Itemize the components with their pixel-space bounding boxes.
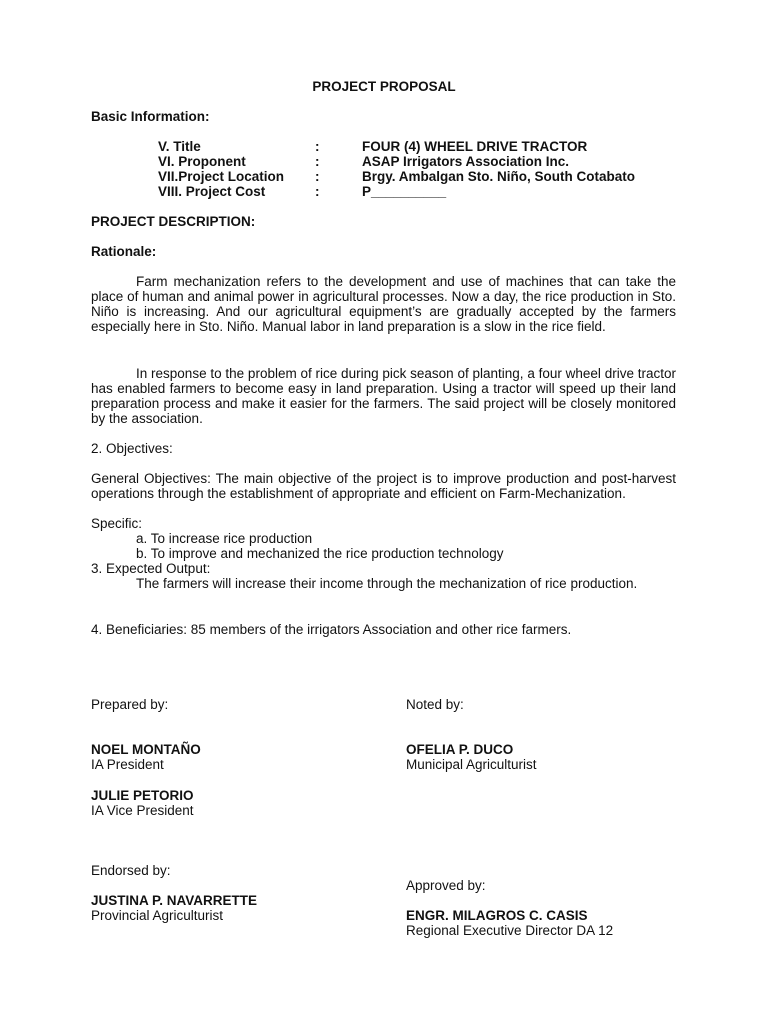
specific-label: Specific:: [91, 516, 143, 531]
approved-name: ENGR. MILAGROS C. CASIS: [406, 908, 588, 923]
basic-info-heading: Basic Information:: [91, 109, 210, 124]
noted-by-label: Noted by:: [406, 697, 464, 712]
rationale-paragraph-2-text: In response to the problem of rice during pick season of planting, a four wheel drive tractor has enabled farmers to become easy in land preparation. Using a tractor will speed up their land preparation process and make it easier for the farmers. The said project will be closely monitored by the association.: [91, 366, 676, 426]
rationale-heading: Rationale:: [91, 244, 157, 259]
basic-info-label-title: V. Title: [158, 139, 201, 154]
basic-info-label-proponent: VI. Proponent: [158, 154, 246, 169]
noted-title: Municipal Agriculturist: [406, 757, 537, 772]
endorsed-name: JUSTINA P. NAVARRETTE: [91, 893, 258, 908]
basic-info-label-cost: VIII. Project Cost: [158, 184, 266, 199]
expected-output-heading: 3. Expected Output:: [91, 561, 211, 576]
prepared-title-2: IA Vice President: [91, 803, 194, 818]
basic-info-sep: :: [315, 154, 320, 169]
general-objectives: General Objectives: The main objective of the project is to improve production and post-harvest operations through the establishment of appropriate and efficient on Farm-Mechanization.: [91, 471, 676, 501]
specific-item: b. To improve and mechanized the rice production technology: [136, 546, 504, 561]
basic-info-value-cost: P__________: [362, 184, 447, 199]
expected-output-text-body: The farmers will increase their income through the mechanization of rice production.: [136, 576, 638, 591]
basic-info-sep: :: [315, 169, 320, 184]
rationale-paragraph-1: [91, 274, 676, 334]
rationale-paragraph-2: [91, 366, 676, 426]
basic-info-value-title: FOUR (4) WHEEL DRIVE TRACTOR: [362, 139, 588, 154]
project-description-heading: PROJECT DESCRIPTION:: [91, 214, 256, 229]
endorsed-by-label: Endorsed by:: [91, 863, 171, 878]
prepared-by-label: Prepared by:: [91, 697, 169, 712]
specific-item: a. To increase rice production: [136, 531, 313, 546]
prepared-title-1: IA President: [91, 757, 164, 772]
expected-output-text: [91, 576, 676, 591]
objectives-heading: 2. Objectives:: [91, 441, 173, 456]
document-title: PROJECT PROPOSAL: [312, 79, 456, 94]
prepared-name-1: NOEL MONTAÑO: [91, 742, 201, 757]
basic-info-sep: :: [315, 139, 320, 154]
basic-info-value-proponent: ASAP Irrigators Association Inc.: [362, 154, 570, 169]
approved-by-label: Approved by:: [406, 878, 486, 893]
beneficiaries: 4. Beneficiaries: 85 members of the irrigators Association and other rice farmers.: [91, 622, 572, 637]
approved-title: Regional Executive Director DA 12: [406, 923, 614, 938]
prepared-name-2: JULIE PETORIO: [91, 788, 194, 803]
endorsed-title: Provincial Agriculturist: [91, 908, 224, 923]
basic-info-sep: :: [315, 184, 320, 199]
noted-name: OFELIA P. DUCO: [406, 742, 514, 757]
basic-info-label-location: VII.Project Location: [158, 169, 285, 184]
rationale-paragraph-1-text: Farm mechanization refers to the development and use of machines that can take the place of human and animal power in agricultural processes. Now a day, the rice production in Sto. Niño is increasing. And our agricultural equipment’s are gradually accepted by the farmers especially here in Sto. Niño. Manual labor in land preparation is a slow in the rice field.: [91, 274, 676, 334]
basic-info-value-location: Brgy. Ambalgan Sto. Niño, South Cotabato: [362, 169, 635, 184]
